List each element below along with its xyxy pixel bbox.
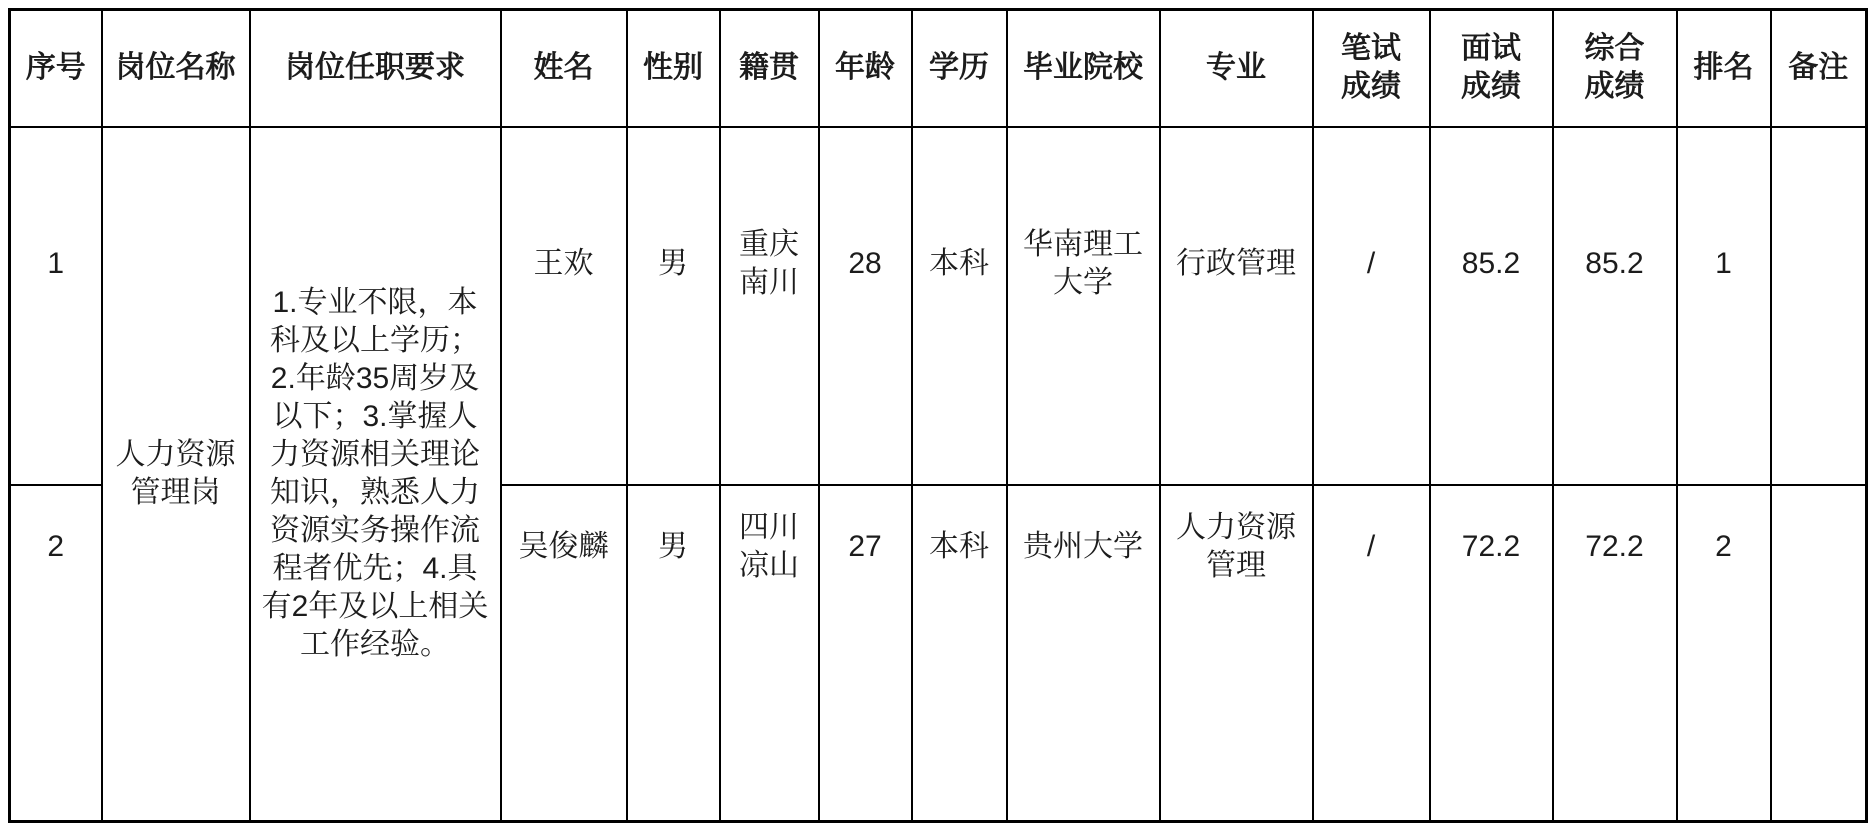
cell-seq: 1 (10, 127, 102, 485)
cell-university: 华南理工 大学 (1007, 127, 1160, 485)
cell-major: 行政管理 (1160, 127, 1313, 485)
header-native-place: 籍贯 (720, 10, 819, 127)
cell-rank: 2 (1677, 485, 1771, 822)
table-row (10, 127, 1867, 485)
header-written-score: 笔试 成绩 (1313, 10, 1430, 127)
cell-position-name: 人力资源 管理岗 (102, 127, 250, 822)
cell-gender: 男 (627, 127, 720, 485)
header-university: 毕业院校 (1007, 10, 1160, 127)
header-seq: 序号 (10, 10, 102, 127)
cell-overall-score: 72.2 (1553, 485, 1677, 822)
cell-written-score: / (1313, 485, 1430, 822)
header-row (10, 10, 1867, 127)
header-rank: 排名 (1677, 10, 1771, 127)
cell-seq: 2 (10, 485, 102, 822)
header-requirements: 岗位任职要求 (250, 10, 501, 127)
cell-native-place: 重庆 南川 (720, 127, 819, 485)
header-age: 年龄 (819, 10, 912, 127)
header-education: 学历 (912, 10, 1007, 127)
cell-native-place: 四川 凉山 (720, 485, 819, 822)
results-table (8, 8, 1868, 823)
header-position-name: 岗位名称 (102, 10, 250, 127)
header-gender: 性别 (627, 10, 720, 127)
cell-education: 本科 (912, 127, 1007, 485)
header-name: 姓名 (501, 10, 627, 127)
cell-requirements: 1.专业不限，本 科及以上学历； 2.年龄35周岁及 以下；3.掌握人 力资源相关理论 知识，熟悉人力 资源实务操作流 程者优先；4.具 有2年及以上相关 工作经验。 (250, 127, 501, 822)
cell-written-score: / (1313, 127, 1430, 485)
cell-major: 人力资源 管理 (1160, 485, 1313, 822)
cell-interview-score: 72.2 (1430, 485, 1553, 822)
header-overall-score: 综合 成绩 (1553, 10, 1677, 127)
cell-education: 本科 (912, 485, 1007, 822)
cell-age: 27 (819, 485, 912, 822)
cell-name: 吴俊麟 (501, 485, 627, 822)
cell-interview-score: 85.2 (1430, 127, 1553, 485)
header-major: 专业 (1160, 10, 1313, 127)
cell-overall-score: 85.2 (1553, 127, 1677, 485)
cell-age: 28 (819, 127, 912, 485)
cell-name: 王欢 (501, 127, 627, 485)
header-interview-score: 面试 成绩 (1430, 10, 1553, 127)
cell-university: 贵州大学 (1007, 485, 1160, 822)
header-remark: 备注 (1771, 10, 1867, 127)
cell-remark (1771, 485, 1867, 822)
cell-rank: 1 (1677, 127, 1771, 485)
cell-remark (1771, 127, 1867, 485)
cell-gender: 男 (627, 485, 720, 822)
